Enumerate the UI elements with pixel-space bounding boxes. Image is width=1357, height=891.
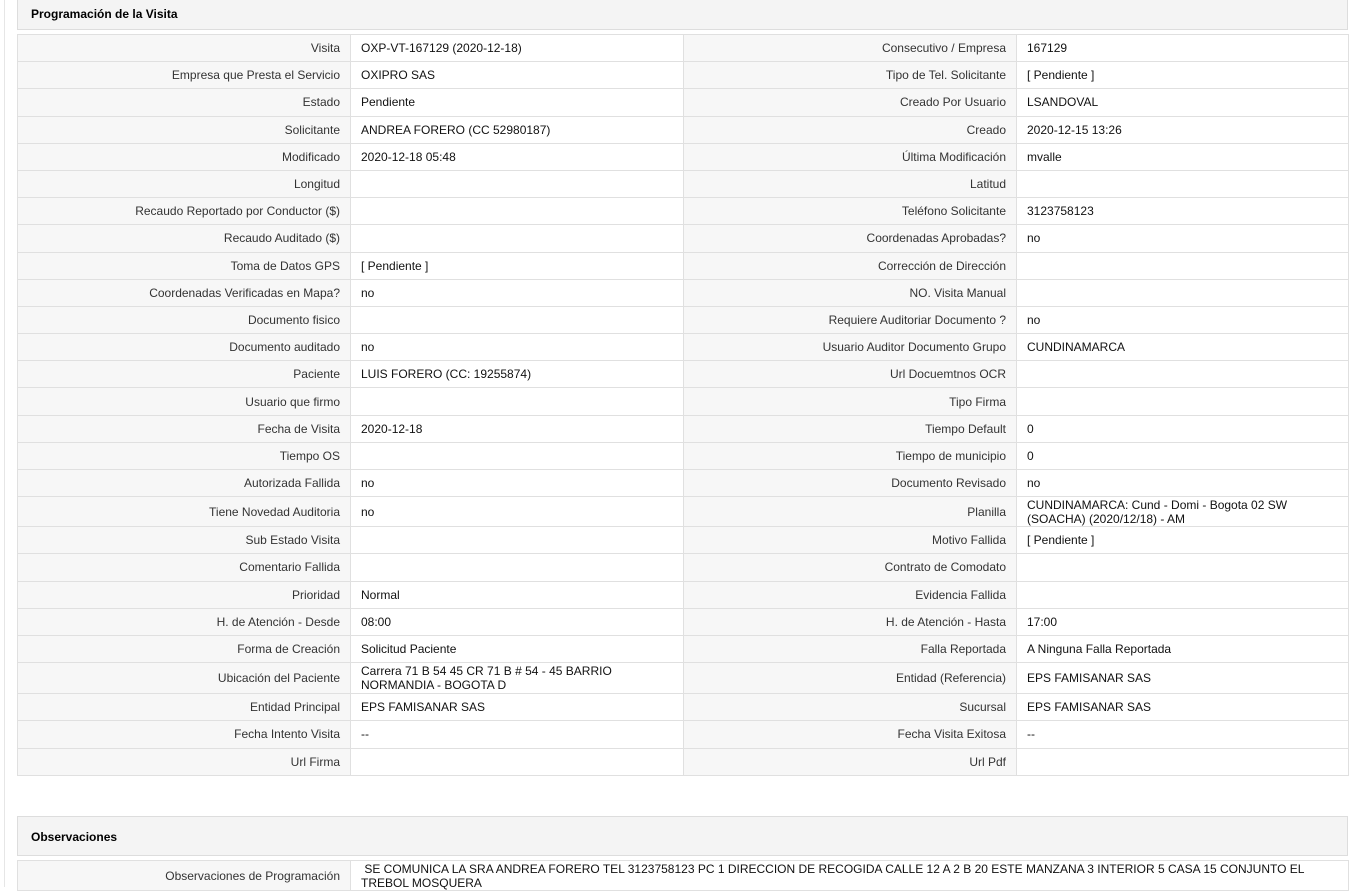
detail-row xyxy=(18,721,1349,748)
detail-row xyxy=(18,663,1349,694)
detail-row xyxy=(18,116,1349,143)
field-value: [ Pendiente ] xyxy=(1017,62,1349,89)
field-label: H. de Atención - Desde xyxy=(18,608,351,635)
field-label: Consecutivo / Empresa xyxy=(684,35,1017,62)
field-value xyxy=(1017,581,1349,608)
field-value xyxy=(1017,252,1349,279)
field-label: Prioridad xyxy=(18,581,351,608)
field-value: 3123758123 xyxy=(1017,198,1349,225)
field-value: CUNDINAMARCA: Cund - Domi - Bogota 02 SW (SOACHA) (2020/12/18) - AM xyxy=(1017,497,1349,527)
field-label: Tiempo OS xyxy=(18,442,351,469)
field-label: Coordenadas Verificadas en Mapa? xyxy=(18,279,351,306)
field-value xyxy=(351,554,684,581)
field-value: -- xyxy=(351,721,684,748)
field-label: Sub Estado Visita xyxy=(18,527,351,554)
detail-row xyxy=(18,170,1349,197)
field-value: EPS FAMISANAR SAS xyxy=(1017,663,1349,694)
detail-row xyxy=(18,388,1349,415)
detail-row xyxy=(18,361,1349,388)
field-value: 08:00 xyxy=(351,608,684,635)
field-value xyxy=(351,170,684,197)
field-label: Fecha Visita Exitosa xyxy=(684,721,1017,748)
field-label: Teléfono Solicitante xyxy=(684,198,1017,225)
field-value: no xyxy=(1017,225,1349,252)
field-value: 2020-12-15 13:26 xyxy=(1017,116,1349,143)
field-label: Paciente xyxy=(18,361,351,388)
field-label: Modificado xyxy=(18,143,351,170)
field-value: A Ninguna Falla Reportada xyxy=(1017,635,1349,662)
field-value: no xyxy=(351,279,684,306)
detail-row xyxy=(18,334,1349,361)
field-label: Visita xyxy=(18,35,351,62)
field-label: Requiere Auditoriar Documento ? xyxy=(684,306,1017,333)
detail-row xyxy=(18,554,1349,581)
field-value: Pendiente xyxy=(351,89,684,116)
detail-row xyxy=(18,581,1349,608)
field-value: 2020-12-18 xyxy=(351,415,684,442)
detail-row xyxy=(18,527,1349,554)
field-label: Motivo Fallida xyxy=(684,527,1017,554)
detail-row xyxy=(18,442,1349,469)
field-label: Sucursal xyxy=(684,694,1017,721)
field-value: Carrera 71 B 54 45 CR 71 B # 54 - 45 BARRIO NORMANDIA - BOGOTA D xyxy=(351,663,684,694)
field-label: Fecha Intento Visita xyxy=(18,721,351,748)
field-value: 17:00 xyxy=(1017,608,1349,635)
field-value: no xyxy=(351,497,684,527)
detail-row xyxy=(18,608,1349,635)
field-value: 2020-12-18 05:48 xyxy=(351,143,684,170)
field-label: Solicitante xyxy=(18,116,351,143)
detail-row xyxy=(18,694,1349,721)
field-value: OXP-VT-167129 (2020-12-18) xyxy=(351,35,684,62)
observaciones-table xyxy=(17,860,1349,891)
field-value: no xyxy=(1017,470,1349,497)
field-label: Entidad (Referencia) xyxy=(684,663,1017,694)
field-label: Evidencia Fallida xyxy=(684,581,1017,608)
detail-row xyxy=(18,35,1349,62)
field-value xyxy=(1017,279,1349,306)
field-value: EPS FAMISANAR SAS xyxy=(1017,694,1349,721)
field-label: Comentario Fallida xyxy=(18,554,351,581)
detail-row xyxy=(18,198,1349,225)
field-label: Longitud xyxy=(18,170,351,197)
field-value xyxy=(1017,554,1349,581)
field-label: Tiempo de municipio xyxy=(684,442,1017,469)
field-value: OXIPRO SAS xyxy=(351,62,684,89)
field-value xyxy=(351,388,684,415)
field-label: Planilla xyxy=(684,497,1017,527)
field-label: Contrato de Comodato xyxy=(684,554,1017,581)
detail-row xyxy=(18,497,1349,527)
field-label: H. de Atención - Hasta xyxy=(684,608,1017,635)
field-label: Url Pdf xyxy=(684,748,1017,775)
field-value: -- xyxy=(1017,721,1349,748)
field-label: Coordenadas Aprobadas? xyxy=(684,225,1017,252)
field-value: EPS FAMISANAR SAS xyxy=(351,694,684,721)
field-value: LSANDOVAL xyxy=(1017,89,1349,116)
detail-row xyxy=(18,415,1349,442)
field-label: Forma de Creación xyxy=(18,635,351,662)
field-value: Solicitud Paciente xyxy=(351,635,684,662)
field-label: Entidad Principal xyxy=(18,694,351,721)
field-value xyxy=(351,748,684,775)
field-value xyxy=(1017,748,1349,775)
field-label: NO. Visita Manual xyxy=(684,279,1017,306)
detail-row xyxy=(18,306,1349,333)
detail-row xyxy=(18,143,1349,170)
detail-row xyxy=(18,62,1349,89)
observaciones-label: Observaciones de Programación xyxy=(18,861,351,891)
field-label: Creado Por Usuario xyxy=(684,89,1017,116)
field-value: 0 xyxy=(1017,442,1349,469)
field-value xyxy=(1017,361,1349,388)
field-value: no xyxy=(1017,306,1349,333)
field-label: Url Docuemtnos OCR xyxy=(684,361,1017,388)
field-label: Última Modificación xyxy=(684,143,1017,170)
field-value: 0 xyxy=(1017,415,1349,442)
section-header-programacion: Programación de la Visita xyxy=(17,0,1348,30)
field-label: Latitud xyxy=(684,170,1017,197)
field-label: Usuario Auditor Documento Grupo xyxy=(684,334,1017,361)
field-label: Tiene Novedad Auditoria xyxy=(18,497,351,527)
observaciones-value: SE COMUNICA LA SRA ANDREA FORERO TEL 3123758123 PC 1 DIRECCION DE RECOGIDA CALLE 12 A 2 B 20 ESTE MANZANA 3 INTERIOR 5 CASA 15 CONJUNTO EL TREBOL MOSQUERA xyxy=(351,861,1349,891)
field-label: Tipo de Tel. Solicitante xyxy=(684,62,1017,89)
field-value xyxy=(351,198,684,225)
field-value: ANDREA FORERO (CC 52980187) xyxy=(351,116,684,143)
left-divider xyxy=(4,0,5,887)
field-value xyxy=(351,225,684,252)
field-value: CUNDINAMARCA xyxy=(1017,334,1349,361)
field-value xyxy=(351,306,684,333)
field-label: Recaudo Auditado ($) xyxy=(18,225,351,252)
field-label: Estado xyxy=(18,89,351,116)
detail-row xyxy=(18,279,1349,306)
detail-row xyxy=(18,748,1349,775)
field-value: no xyxy=(351,334,684,361)
field-value xyxy=(1017,170,1349,197)
field-value: 167129 xyxy=(1017,35,1349,62)
field-label: Documento auditado xyxy=(18,334,351,361)
field-label: Recaudo Reportado por Conductor ($) xyxy=(18,198,351,225)
field-label: Tipo Firma xyxy=(684,388,1017,415)
field-value: Normal xyxy=(351,581,684,608)
field-label: Usuario que firmo xyxy=(18,388,351,415)
field-label: Empresa que Presta el Servicio xyxy=(18,62,351,89)
visit-details-table xyxy=(17,34,1349,776)
field-label: Autorizada Fallida xyxy=(18,470,351,497)
detail-row xyxy=(18,635,1349,662)
field-label: Toma de Datos GPS xyxy=(18,252,351,279)
observaciones-row xyxy=(18,861,1349,891)
detail-row xyxy=(18,225,1349,252)
field-value xyxy=(351,527,684,554)
field-label: Tiempo Default xyxy=(684,415,1017,442)
detail-row xyxy=(18,252,1349,279)
field-value: mvalle xyxy=(1017,143,1349,170)
detail-row xyxy=(18,89,1349,116)
field-label: Falla Reportada xyxy=(684,635,1017,662)
field-value: LUIS FORERO (CC: 19255874) xyxy=(351,361,684,388)
field-label: Url Firma xyxy=(18,748,351,775)
field-value: no xyxy=(351,470,684,497)
field-label: Fecha de Visita xyxy=(18,415,351,442)
field-label: Documento Revisado xyxy=(684,470,1017,497)
field-label: Creado xyxy=(684,116,1017,143)
field-value xyxy=(351,442,684,469)
field-value: [ Pendiente ] xyxy=(351,252,684,279)
field-label: Ubicación del Paciente xyxy=(18,663,351,694)
detail-row xyxy=(18,470,1349,497)
field-label: Corrección de Dirección xyxy=(684,252,1017,279)
field-value: [ Pendiente ] xyxy=(1017,527,1349,554)
field-label: Documento fisico xyxy=(18,306,351,333)
field-value xyxy=(1017,388,1349,415)
section-header-observaciones: Observaciones xyxy=(17,816,1348,856)
